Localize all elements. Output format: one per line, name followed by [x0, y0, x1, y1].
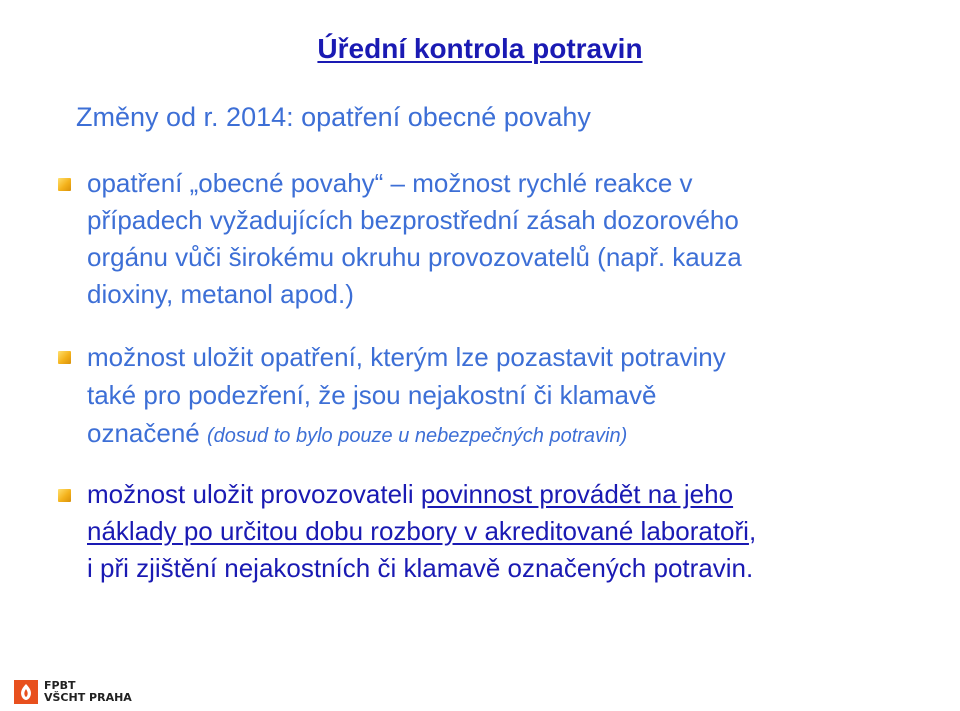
bullet-2-text	[87, 338, 907, 455]
fpbt-logo-icon	[14, 680, 38, 704]
bullet-2-line-3	[87, 414, 907, 455]
bullet-marker-icon	[58, 489, 71, 502]
bullet-3-line-3: i při zjištění nejakostních či klamavě označených potravin.	[87, 553, 754, 583]
logo	[14, 680, 132, 704]
bullet-2-line-1: možnost uložit opatření, kterým lze pozastavit potraviny	[87, 342, 726, 372]
bullet-3-line-2-underlined: náklady po určitou dobu rozbory v akreditované laboratoři	[87, 516, 749, 546]
bullet-3-text	[87, 476, 917, 587]
bullet-3-line-2-tail: ,	[748, 516, 757, 546]
bullet-3-line-1	[87, 476, 917, 513]
bullet-marker-icon	[58, 178, 71, 191]
logo-line-1: FPBT	[44, 679, 76, 692]
bullet-3-line-1-plain: možnost uložit provozovateli	[87, 479, 421, 509]
slide-subtitle: Změny od r. 2014: opatření obecné povahy	[76, 102, 591, 132]
bullet-2-line-3-main: označené	[87, 418, 200, 448]
bullet-1-line-4: dioxiny, metanol apod.)	[87, 279, 354, 309]
bullet-2-note: (dosud to bylo pouze u nebezpečných potravin)	[207, 425, 628, 447]
bullet-1-line-2: případech vyžadujících bezprostřední zásah dozorového	[87, 205, 739, 235]
logo-text	[44, 680, 132, 704]
logo-line-2: VŠCHT PRAHA	[44, 691, 132, 704]
bullet-marker-icon	[58, 351, 71, 364]
bullet-3-line-2	[87, 513, 917, 550]
bullet-1-line-3: orgánu vůči širokému okruhu provozovatelů (např. kauza	[87, 242, 742, 272]
bullet-3-line-1-underlined: povinnost provádět na jeho	[420, 479, 734, 509]
slide-title: Úřední kontrola potravin	[317, 33, 643, 64]
bullet-1-text	[87, 165, 907, 313]
bullet-2-line-2: také pro podezření, že jsou nejakostní či klamavě	[87, 380, 657, 410]
bullet-1-line-1: opatření „obecné povahy“ – možnost rychlé reakce v	[87, 168, 693, 198]
